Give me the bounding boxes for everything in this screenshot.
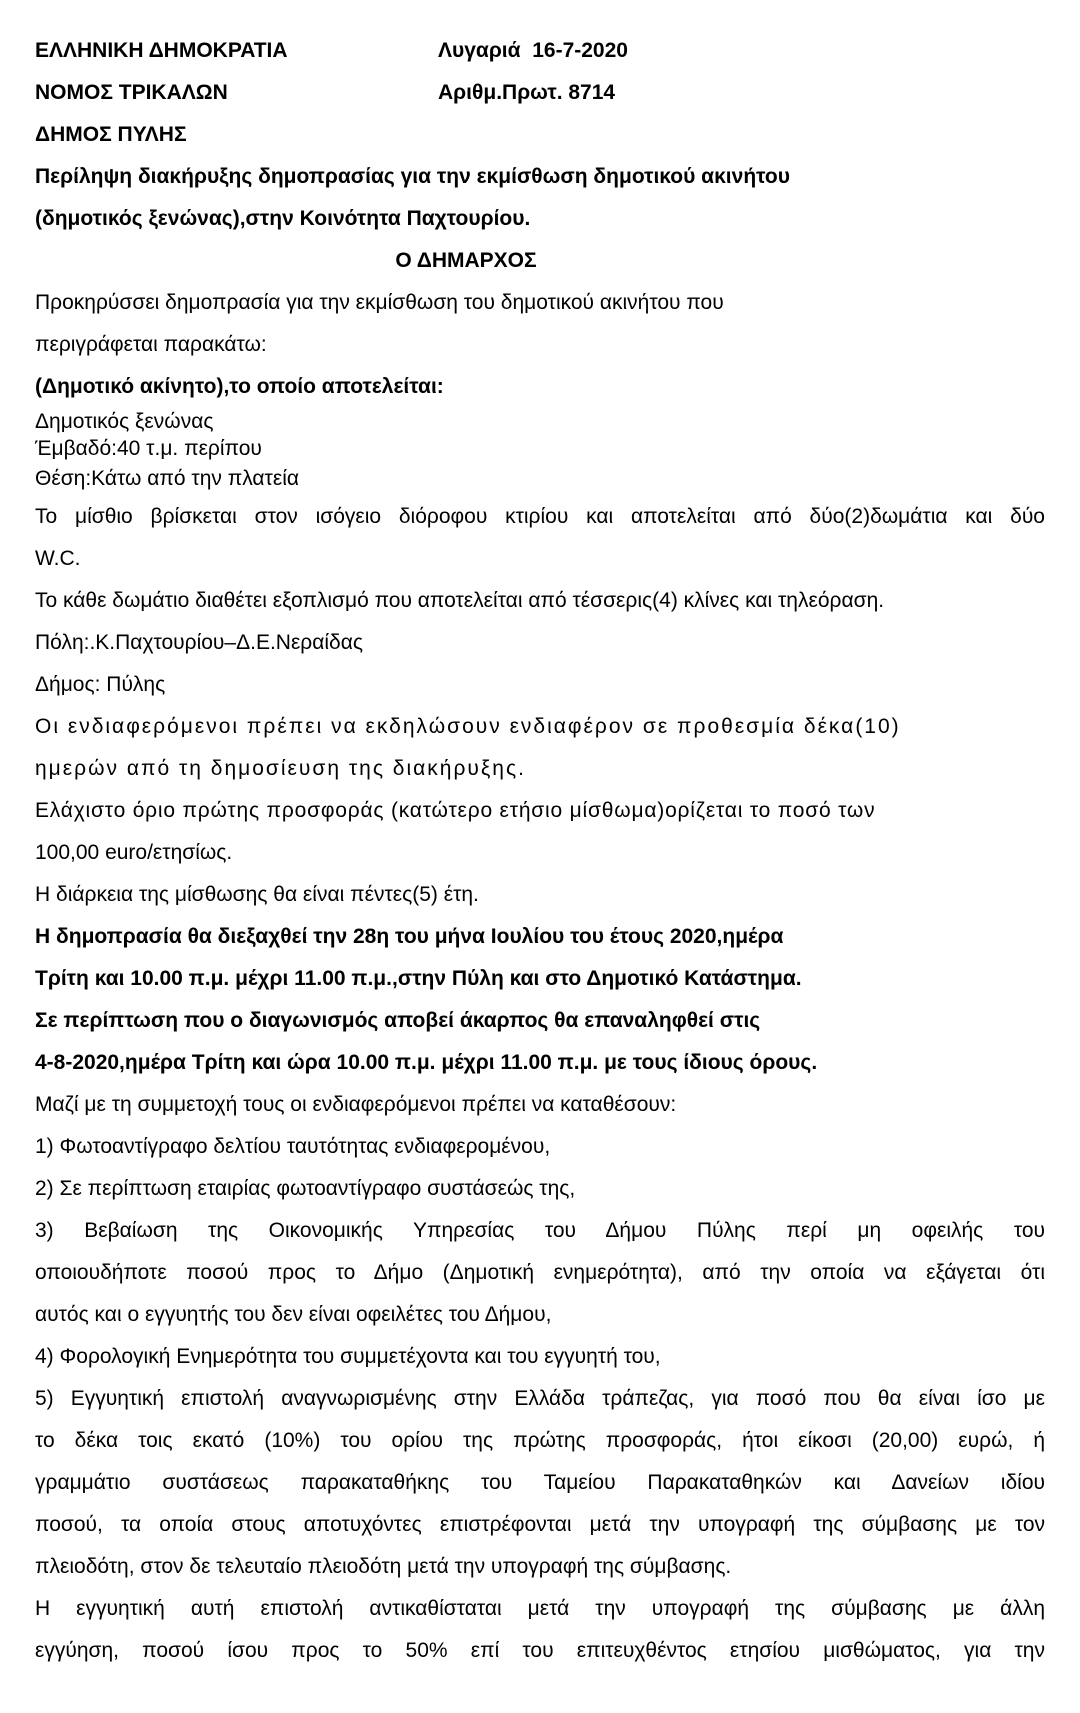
summary-title-line-1: Περίληψη διακήρυξης δημοπρασίας για την εκμίσθωση δημοτικού ακινήτου <box>35 165 790 188</box>
lease-duration: Η διάρκεια της μίσθωσης θα είναι πέντες(5) έτη. <box>35 883 479 906</box>
interest-deadline-line-1: Οι ενδιαφερόμενοι πρέπει να εκδηλώσουν ενδιαφέρον σε προθεσμία δέκα(10) <box>35 715 901 738</box>
requirement-5-line-5: πλειοδότη, στον δε τελευταίο πλειοδότη μετά την υπογραφή της σύμβασης. <box>35 1555 732 1578</box>
repeat-auction-line-2: 4-8-2020,ημέρα Τρίτη και ώρα 10.00 π.μ. μέχρι 11.00 π.μ. με τους ίδιους όρους. <box>35 1051 818 1074</box>
municipality-name: ΔΗΜΟΣ ΠΥΛΗΣ <box>35 123 187 146</box>
mayor-heading: Ο ΔΗΜΑΡΧΟΣ <box>395 249 537 272</box>
room-equipment: Το κάθε δωμάτιο διαθέτει εξοπλισμό που αποτελείται από τέσσερις(4) κλίνες και τηλεόραση. <box>35 589 885 612</box>
header-row <box>35 30 1045 72</box>
town: Πόλη:.Κ.Παχτουρίου–Δ.Ε.Νεραίδας <box>35 631 364 654</box>
auction-date-line-2: Τρίτη και 10.00 π.μ. μέχρι 11.00 π.μ.,στην Πύλη και στο Δημοτικό Κατάστημα. <box>35 967 802 990</box>
minimum-bid-line-2: 100,00 euro/ετησίως. <box>35 841 233 864</box>
repeat-auction-line-1: Σε περίπτωση που ο διαγωνισμός αποβεί άκαρπος θα επαναληφθεί στις <box>35 1009 761 1032</box>
authority-name: ΕΛΛΗΝΙΚΗ ΔΗΜΟΚΡΑΤΙΑ <box>35 39 288 62</box>
prefecture-name: ΝΟΜΟΣ ΤΡΙΚΑΛΩΝ <box>35 81 228 104</box>
protocol-number: Αριθμ.Πρωτ. 8714 <box>438 81 616 104</box>
proclamation-line-1: Προκηρύσσει δημοπρασία για την εκμίσθωση του δημοτικού ακινήτου που <box>35 291 724 314</box>
requirement-3-line-2: οποιουδήποτε ποσού προς το Δήμο (Δημοτική ενημερότητα), από την οποία να εξάγεται ότι <box>35 1261 1045 1284</box>
property-type: Δημοτικός ξενώνας <box>35 410 214 433</box>
requirement-4: 4) Φορολογική Ενημερότητα του συμμετέχοντα και του εγγυητή του, <box>35 1345 661 1368</box>
property-description-line-1: Το μίσθιο βρίσκεται στον ισόγειο διόροφου κτιρίου και αποτελείται από δύο(2)δωμάτια και δύο <box>35 505 1045 528</box>
requirement-3-line-1: 3) Βεβαίωση της Οικονομικής Υπηρεσίας του Δήμου Πύλης περί μη οφειλής του <box>35 1219 1045 1242</box>
property-area: Έμβαδό:40 τ.μ. περίπου <box>35 437 262 460</box>
municipality: Δήμος: Πύλης <box>35 673 166 696</box>
requirement-5-line-3: γραμμάτιο συστάσεως παρακαταθήκης του Ταμείου Παρακαταθηκών και Δανείων ιδίου <box>35 1471 1045 1494</box>
summary-title-line-2: (δημοτικός ξενώνας),στην Κοινότητα Παχτουρίου. <box>35 207 531 230</box>
header-row <box>35 72 1045 114</box>
guarantee-replacement-line-2: εγγύηση, ποσού ίσου προς το 50% επί του επιτευχθέντος ετησίου μισθώματος, για την <box>35 1639 1045 1662</box>
requirement-5-line-2: το δέκα τοις εκατό (10%) του ορίου της πρώτης προσφοράς, ήτοι είκοσι (20,00) ευρώ, ή <box>35 1429 1045 1452</box>
requirement-2: 2) Σε περίπτωση εταιρίας φωτοαντίγραφο συστάσεώς της, <box>35 1177 576 1200</box>
property-description-line-2: W.C. <box>35 547 81 570</box>
requirements-intro: Μαζί με τη συμμετοχή τους οι ενδιαφερόμενοι πρέπει να καταθέσουν: <box>35 1093 677 1116</box>
property-heading: (Δημοτικό ακίνητο),το οποίο αποτελείται: <box>35 375 444 398</box>
header-row <box>35 114 1045 156</box>
auction-date-line-1: Η δημοπρασία θα διεξαχθεί την 28η του μήνα Ιουλίου του έτους 2020,ημέρα <box>35 925 784 948</box>
minimum-bid-line-1: Ελάχιστο όριο πρώτης προσφοράς (κατώτερο ετήσιο μίσθωμα)ορίζεται το ποσό των <box>35 799 876 822</box>
requirement-5-line-1: 5) Εγγυητική επιστολή αναγνωρισμένης στην Ελλάδα τράπεζας, για ποσό που θα είναι ίσο με <box>35 1387 1045 1410</box>
document-header <box>35 30 1045 156</box>
requirement-3-line-3: αυτός και ο εγγυητής του δεν είναι οφειλέτες του Δήμου, <box>35 1303 552 1326</box>
guarantee-replacement-line-1: Η εγγυητική αυτή επιστολή αντικαθίσταται μετά την υπογραφή της σύμβασης με άλλη <box>35 1597 1045 1620</box>
proclamation-line-2: περιγράφεται παρακάτω: <box>35 333 267 356</box>
property-location: Θέση:Κάτω από την πλατεία <box>35 467 300 490</box>
document-body <box>35 156 1045 1672</box>
interest-deadline-line-2: ημερών από τη δημοσίευση της διακήρυξης. <box>35 757 526 780</box>
requirement-5-line-4: ποσού, τα οποία στους αποτυχόντες επιστρέφονται μετά την υπογραφή της σύμβασης με τον <box>35 1513 1045 1536</box>
requirement-1: 1) Φωτοαντίγραφο δελτίου ταυτότητας ενδιαφερομένου, <box>35 1135 551 1158</box>
place-and-date: Λυγαριά 16-7-2020 <box>438 39 628 62</box>
